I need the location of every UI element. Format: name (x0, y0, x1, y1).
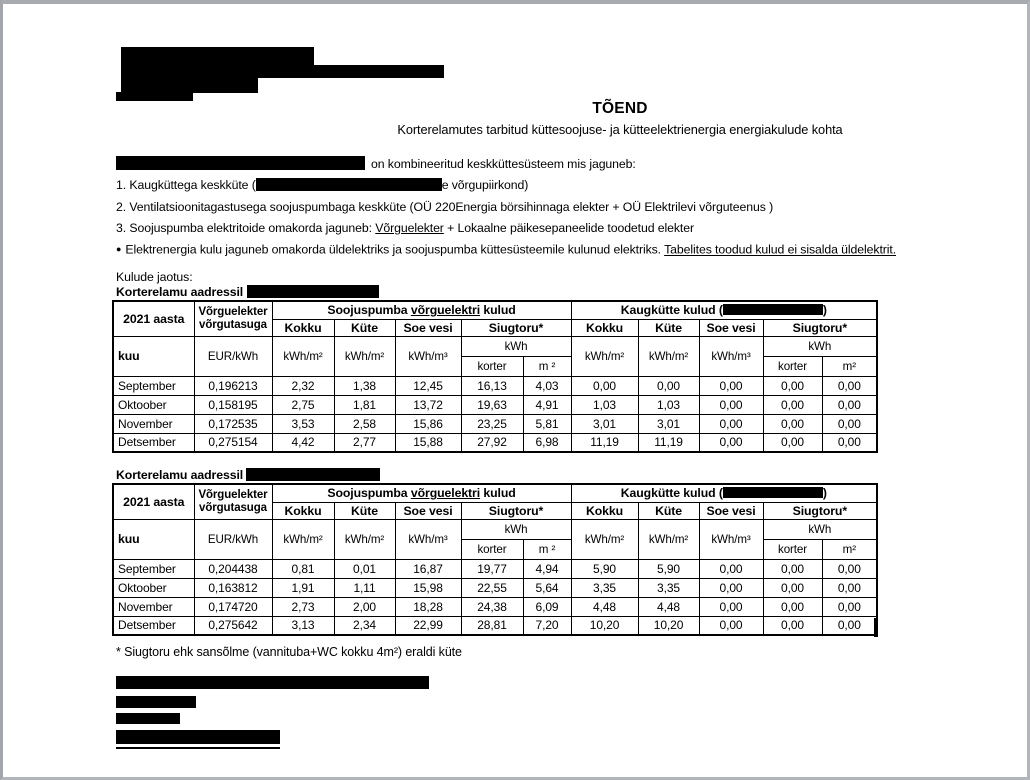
cell: 19,63 (461, 395, 523, 414)
cell: 0,00 (822, 578, 877, 597)
cell: 0,00 (822, 597, 877, 616)
col-header: Soe vesi (395, 319, 461, 336)
grid-fee-header (194, 484, 272, 519)
unit-header: kWh (763, 519, 877, 539)
unit-header: kWh/m² (638, 336, 699, 376)
group1-post: kulud (480, 486, 516, 501)
caret-mark (874, 618, 878, 637)
group1-post: kulud (480, 303, 516, 318)
cell: 0,00 (763, 578, 822, 597)
bullet-note-underlined: Tabelites toodud kulud ei sisalda üldelektrit. (664, 242, 897, 257)
col-header: Siugtoru* (763, 319, 877, 336)
list-item-3-underlined: Võrguelekter (375, 221, 444, 235)
redaction-bar (723, 487, 823, 498)
unit-header: kWh/m³ (395, 519, 461, 559)
group-header-district (571, 301, 877, 319)
row-month: September (113, 376, 194, 395)
cell: 2,73 (272, 597, 334, 616)
cell: 15,98 (395, 578, 461, 597)
grid-fee-line1: Võrguelekter (198, 306, 268, 319)
redaction-underline (116, 747, 280, 749)
cell: 23,25 (461, 414, 523, 433)
cell: 19,77 (461, 559, 523, 578)
cost-table-1 (112, 300, 878, 453)
grid-fee-line2: võrgutasuga (199, 318, 267, 331)
col-header: Küte (638, 319, 699, 336)
year-header: 2021 aasta (113, 301, 194, 336)
address-line-1 (116, 285, 379, 300)
group1-pre: Soojuspumba (327, 303, 411, 318)
redaction-bar (723, 304, 823, 315)
list-item-3-pre: 3. Soojuspumba elektritoide omakorda jaguneb: (116, 221, 376, 235)
group1-underlined: võrguelektri (410, 303, 481, 318)
row-month: November (113, 414, 194, 433)
cell: 0,196213 (194, 376, 272, 395)
month-col-header: kuu (113, 519, 194, 559)
redaction-bar (246, 468, 380, 481)
redaction-bar (116, 730, 280, 744)
cell: 0,00 (763, 559, 822, 578)
row-month: November (113, 597, 194, 616)
table-row (113, 414, 877, 433)
cell: 0,00 (699, 578, 763, 597)
unit-header: kWh/m² (272, 519, 334, 559)
grid-fee-header (194, 301, 272, 336)
group1-pre: Soojuspumba (327, 486, 411, 501)
unit-header: kWh/m² (571, 519, 638, 559)
cell: 4,94 (523, 559, 571, 578)
cell: 3,13 (272, 616, 334, 635)
col-header: Siugtoru* (461, 502, 571, 519)
cell: 0,00 (763, 616, 822, 635)
group2-post: ) (822, 486, 827, 501)
cell: 0,00 (822, 395, 877, 414)
cell: 0,00 (699, 433, 763, 452)
cell: 0,172535 (194, 414, 272, 433)
intro-text: on kombineeritud keskküttesüsteem mis jaguneb: (371, 157, 636, 171)
cell: 0,00 (822, 559, 877, 578)
bullet-note (116, 242, 896, 258)
cell: 4,91 (523, 395, 571, 414)
redaction-bar (258, 65, 444, 78)
cell: 3,35 (571, 578, 638, 597)
grid-fee-line2: võrgutasuga (199, 501, 267, 514)
unit-header: korter (461, 539, 523, 559)
month-col-header: kuu (113, 336, 194, 376)
cell: 4,48 (571, 597, 638, 616)
cell: 0,00 (699, 376, 763, 395)
cell: 0,275154 (194, 433, 272, 452)
group-header-heatpump (272, 301, 571, 319)
cell: 1,11 (334, 578, 395, 597)
unit-header: kWh/m² (571, 336, 638, 376)
cell: 5,81 (523, 414, 571, 433)
bullet-icon: ● (116, 244, 122, 254)
unit-header: kWh (763, 336, 877, 356)
cell: 22,99 (395, 616, 461, 635)
cell: 15,88 (395, 433, 461, 452)
cell: 0,00 (822, 433, 877, 452)
cell: 2,34 (334, 616, 395, 635)
address-label: Korterelamu aadressil (116, 285, 244, 299)
cell: 0,00 (638, 376, 699, 395)
table-row (113, 616, 877, 635)
redaction-bar (256, 178, 442, 191)
unit-header: kWh/m³ (395, 336, 461, 376)
unit-header: kWh/m² (334, 336, 395, 376)
footnote: * Siugtoru ehk sansõlme (vannituba+WC kokku 4m²) eraldi küte (116, 645, 462, 659)
col-header: Kokku (571, 502, 638, 519)
cell: 2,00 (334, 597, 395, 616)
cell: 0,00 (822, 616, 877, 635)
cell: 2,32 (272, 376, 334, 395)
unit-header: EUR/kWh (194, 519, 272, 559)
col-header: Soe vesi (395, 502, 461, 519)
cell: 24,38 (461, 597, 523, 616)
list-item-1-pre: 1. Kaugküttega keskküte ( (116, 178, 256, 192)
unit-header: kWh/m² (272, 336, 334, 376)
cell: 5,64 (523, 578, 571, 597)
cell: 3,01 (638, 414, 699, 433)
bullet-note-text: Elektrenergia kulu jaguneb omakorda üldelektriks ja soojuspumba küttesüsteemile kulunud elektriks. (125, 242, 665, 257)
cell: 2,75 (272, 395, 334, 414)
cell: 0,81 (272, 559, 334, 578)
cell: 10,20 (571, 616, 638, 635)
cell: 11,19 (638, 433, 699, 452)
table-row (113, 433, 877, 452)
redaction-bar (116, 676, 429, 689)
cell: 0,00 (571, 376, 638, 395)
table-row (113, 376, 877, 395)
cell: 1,03 (638, 395, 699, 414)
col-header: Küte (638, 502, 699, 519)
cell: 16,13 (461, 376, 523, 395)
group2-pre: Kaugkütte kulud ( (620, 303, 723, 318)
group2-post: ) (822, 303, 827, 318)
cell: 3,35 (638, 578, 699, 597)
col-header: Kokku (272, 319, 334, 336)
list-item-2: 2. Ventilatsioonitagastusega soojuspumbaga keskküte (OÜ 220Energia börsihinnaga elekter + OÜ Elektrilevi võrguteenus ) (116, 200, 774, 214)
table-row (113, 559, 877, 578)
unit-header: korter (461, 356, 523, 376)
unit-header: m² (822, 356, 877, 376)
cell: 0,01 (334, 559, 395, 578)
cell: 3,01 (571, 414, 638, 433)
cell: 0,00 (763, 395, 822, 414)
cell: 27,92 (461, 433, 523, 452)
cell: 0,00 (763, 376, 822, 395)
cell: 6,98 (523, 433, 571, 452)
cell: 5,90 (571, 559, 638, 578)
cell: 11,19 (571, 433, 638, 452)
cell: 22,55 (461, 578, 523, 597)
cell: 2,58 (334, 414, 395, 433)
col-header: Soe vesi (699, 502, 763, 519)
cell: 2,77 (334, 433, 395, 452)
redaction-bar (247, 285, 379, 298)
cell: 10,20 (638, 616, 699, 635)
cell: 3,53 (272, 414, 334, 433)
cost-table-2 (112, 483, 878, 636)
list-item-3 (116, 221, 694, 236)
group1-underlined: võrguelektri (410, 486, 481, 501)
address-label: Korterelamu aadressil (116, 468, 244, 482)
cell: 4,03 (523, 376, 571, 395)
cell: 4,48 (638, 597, 699, 616)
cell: 0,00 (822, 414, 877, 433)
cell: 4,42 (272, 433, 334, 452)
cell: 0,00 (699, 616, 763, 635)
group-header-heatpump (272, 484, 571, 502)
year-header: 2021 aasta (113, 484, 194, 519)
row-month: September (113, 559, 194, 578)
redaction-bar (116, 156, 365, 170)
cell: 1,38 (334, 376, 395, 395)
intro-line (116, 156, 636, 172)
cell: 1,91 (272, 578, 334, 597)
row-month: Oktoober (113, 578, 194, 597)
cell: 0,163812 (194, 578, 272, 597)
cell: 1,81 (334, 395, 395, 414)
page-subtitle: Korterelamutes tarbitud küttesoojuse- ja kütteelektrienergia energiakulude kohta (397, 122, 843, 137)
unit-header: korter (763, 356, 822, 376)
cell: 0,00 (699, 414, 763, 433)
cell: 16,87 (395, 559, 461, 578)
unit-header: m ² (523, 539, 571, 559)
cell: 0,00 (763, 433, 822, 452)
col-header: Siugtoru* (763, 502, 877, 519)
grid-fee-line1: Võrguelekter (198, 489, 268, 502)
address-line-2 (116, 468, 380, 483)
cell: 0,00 (699, 395, 763, 414)
cell: 7,20 (523, 616, 571, 635)
cell: 0,00 (822, 376, 877, 395)
redaction-bar (116, 92, 193, 101)
cell: 15,86 (395, 414, 461, 433)
cell: 0,204438 (194, 559, 272, 578)
unit-header: EUR/kWh (194, 336, 272, 376)
cell: 0,174720 (194, 597, 272, 616)
list-item-1 (116, 178, 528, 193)
row-month: Detsember (113, 616, 194, 635)
list-item-3-post: + Lokaalne päikesepaneelide toodetud elekter (443, 221, 694, 235)
unit-header: m² (822, 539, 877, 559)
col-header: Küte (334, 502, 395, 519)
unit-header: kWh/m³ (699, 519, 763, 559)
section-label-kulude-jaotus: Kulude jaotus: (116, 270, 193, 284)
cell: 0,00 (699, 559, 763, 578)
unit-header: kWh (461, 519, 571, 539)
cell: 12,45 (395, 376, 461, 395)
col-header: Kokku (272, 502, 334, 519)
cell: 0,275642 (194, 616, 272, 635)
row-month: Detsember (113, 433, 194, 452)
cell: 0,158195 (194, 395, 272, 414)
col-header: Kokku (571, 319, 638, 336)
redaction-bar (116, 713, 180, 724)
cell: 0,00 (699, 597, 763, 616)
cell: 18,28 (395, 597, 461, 616)
col-header: Soe vesi (699, 319, 763, 336)
redaction-bar (116, 696, 196, 708)
row-month: Oktoober (113, 395, 194, 414)
cell: 1,03 (571, 395, 638, 414)
redaction-bar (121, 64, 258, 93)
page-title: TÕEND (592, 100, 648, 117)
cell: 6,09 (523, 597, 571, 616)
unit-header: kWh/m³ (699, 336, 763, 376)
table-row (113, 597, 877, 616)
cell: 0,00 (763, 597, 822, 616)
cell: 28,81 (461, 616, 523, 635)
unit-header: kWh/m² (638, 519, 699, 559)
cell: 5,90 (638, 559, 699, 578)
unit-header: m ² (523, 356, 571, 376)
group-header-district (571, 484, 877, 502)
cell: 13,72 (395, 395, 461, 414)
unit-header: korter (763, 539, 822, 559)
col-header: Siugtoru* (461, 319, 571, 336)
unit-header: kWh (461, 336, 571, 356)
unit-header: kWh/m² (334, 519, 395, 559)
table-row (113, 395, 877, 414)
list-item-1-post: e võrgupiirkond) (441, 178, 529, 192)
table-row (113, 578, 877, 597)
col-header: Küte (334, 319, 395, 336)
cell: 0,00 (763, 414, 822, 433)
group2-pre: Kaugkütte kulud ( (620, 486, 723, 501)
